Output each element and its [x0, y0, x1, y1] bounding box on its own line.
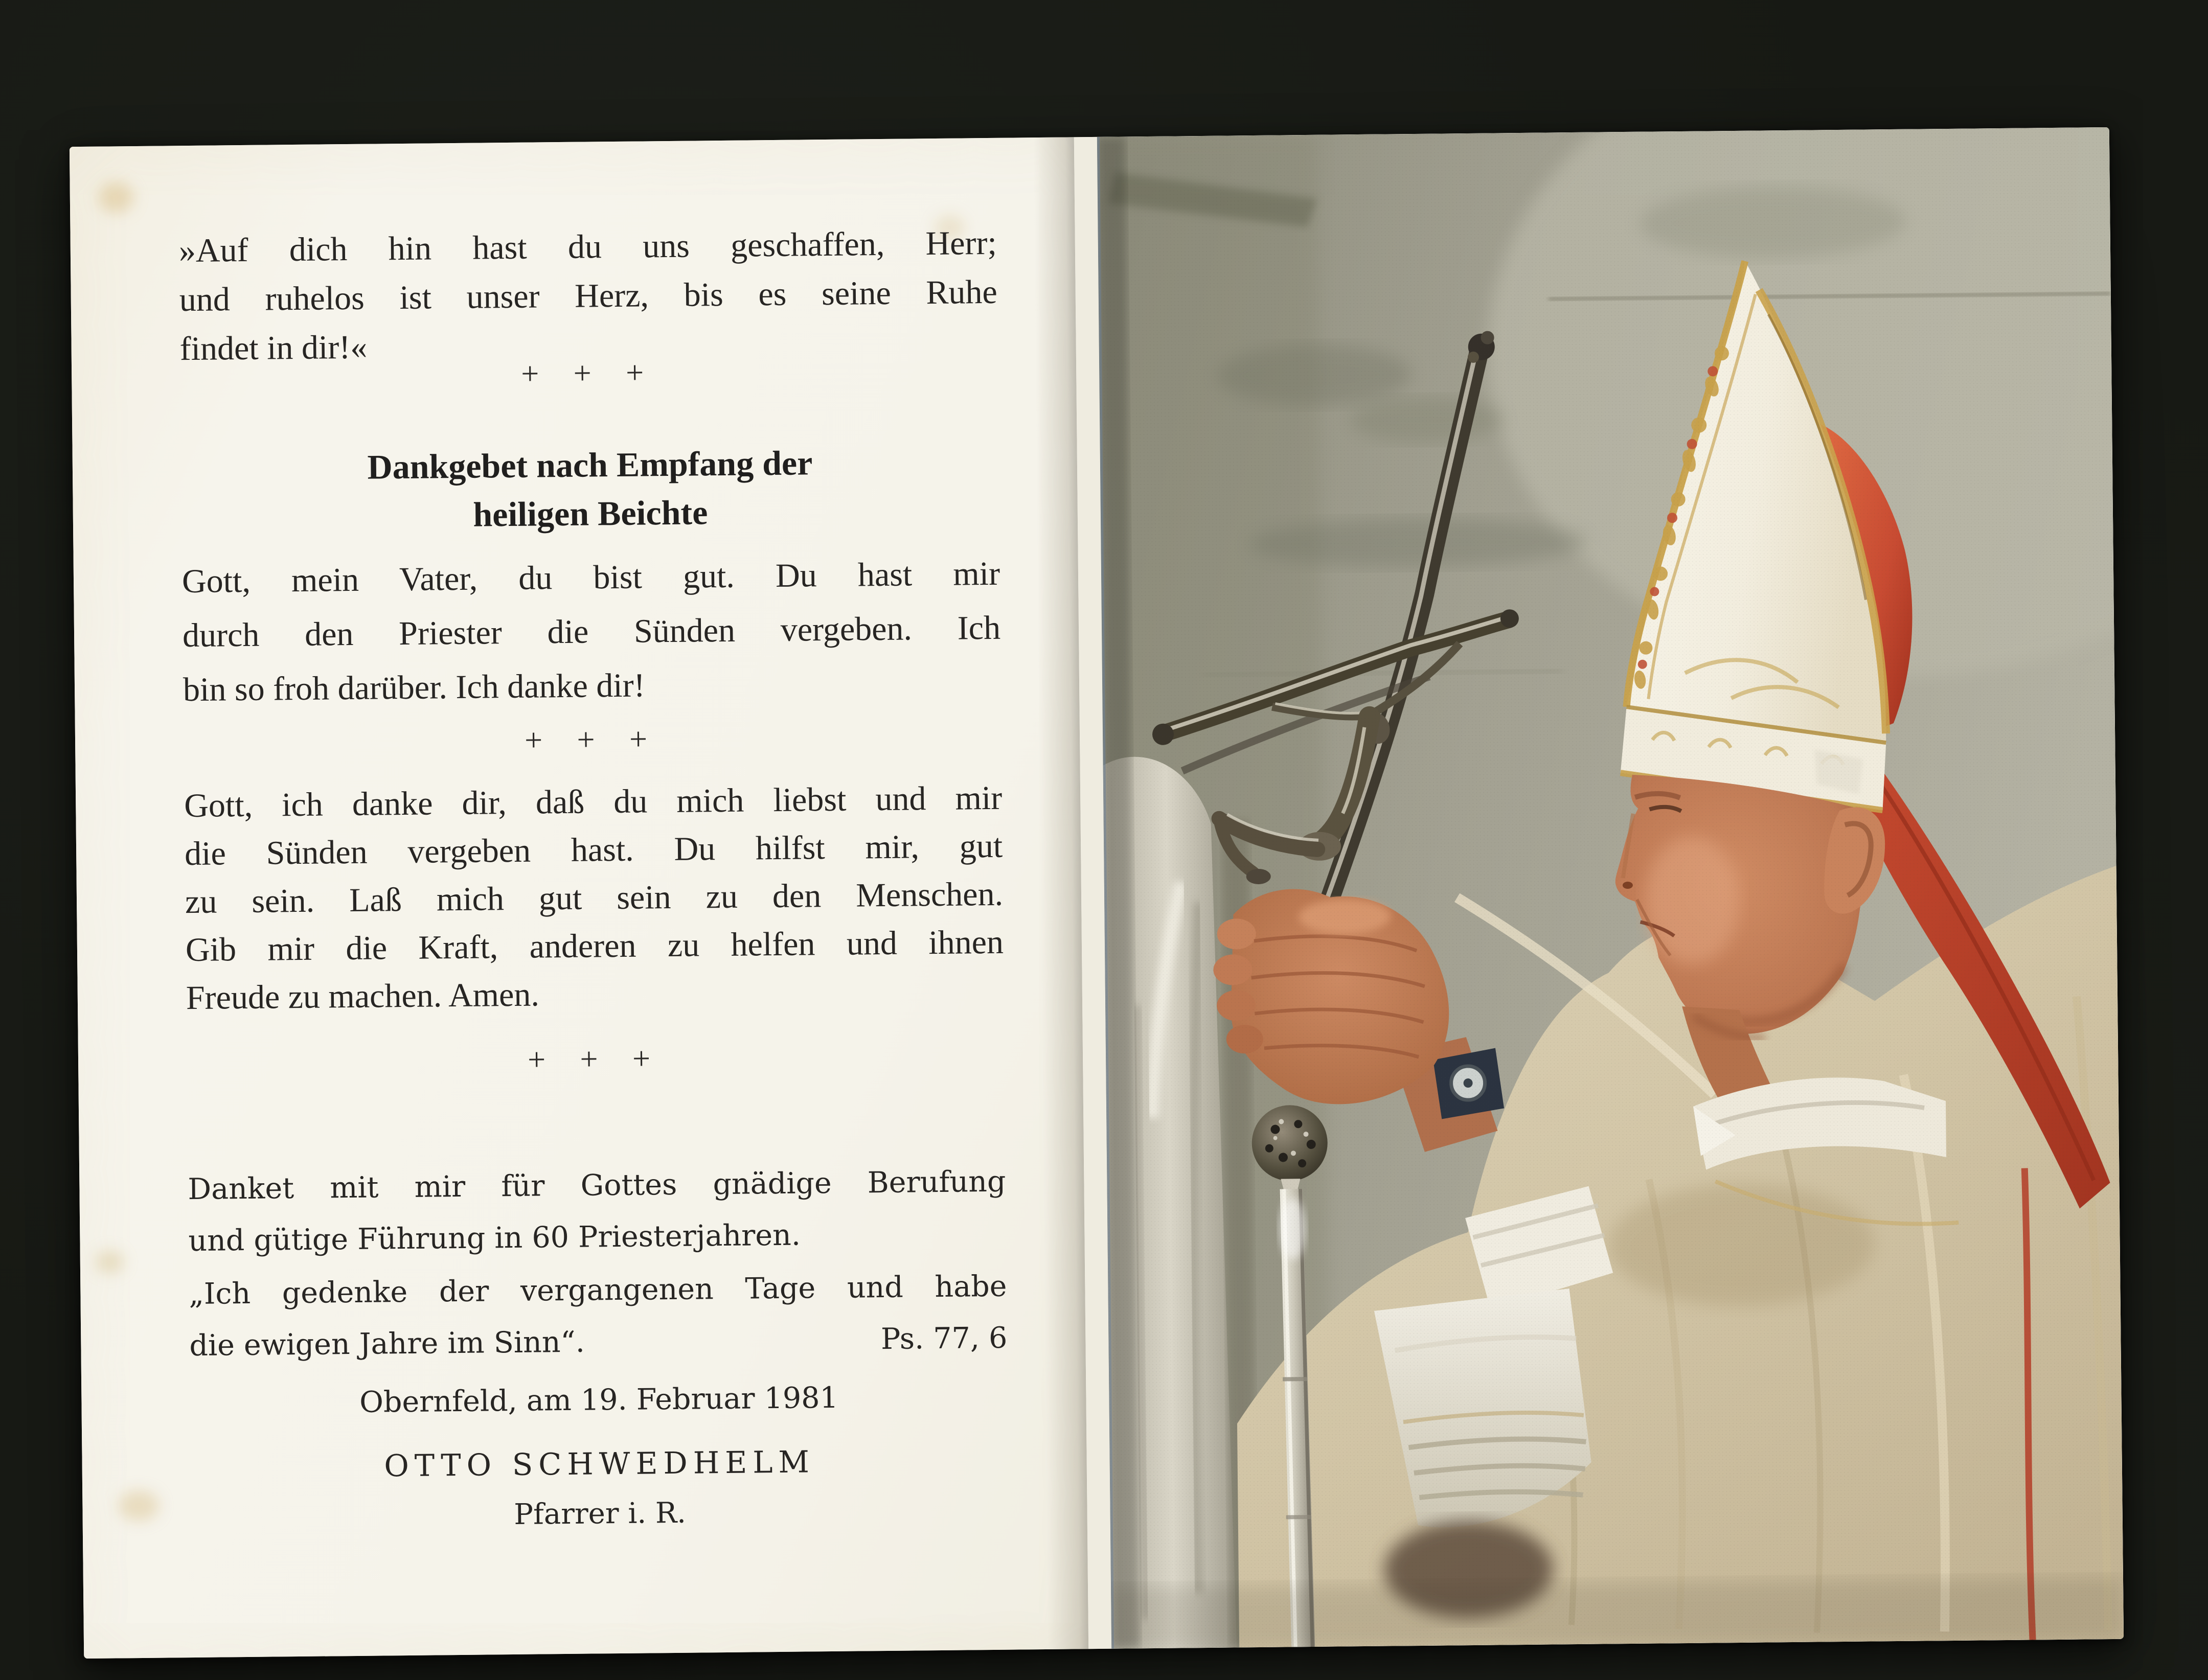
quote-line: »Auf dich hin hast du uns geschaffen, Herr;: [178, 224, 997, 270]
dedication-line: Danket mit mir für Gottes gnädige Berufung: [188, 1164, 1006, 1207]
bottom-vignette: [1111, 1578, 2124, 1649]
signature-name: OTTO SCHWEDHELM: [384, 1444, 815, 1484]
dateline: Obernfeld, am 19. Februar 1981: [359, 1380, 839, 1419]
halftone-texture: [1097, 127, 2124, 1649]
prayer-line: durch den Priester die Sünden vergeben. Ich: [182, 609, 1001, 655]
pope-photo: [1097, 127, 2124, 1649]
paper-stain: [98, 182, 134, 213]
psalm-reference: Ps. 77, 6: [880, 1321, 1008, 1356]
photo-page: [1074, 127, 2124, 1649]
signature-role: Pfarrer i. R.: [514, 1496, 687, 1531]
prayer-line: Gib mir die Kraft, anderen zu helfen und ihnen: [185, 923, 1004, 969]
page-title: [181, 437, 1000, 542]
prayer-line: Gott, ich danke dir, daß du mich liebst und mir: [184, 779, 1003, 825]
page-title-line: heiligen Beichte: [473, 493, 708, 534]
prayer-line: zu sein. Laß mich gut sein zu den Menschen.: [185, 875, 1004, 921]
psalm-line: die ewigen Jahre im Sinn“.: [189, 1325, 585, 1363]
prayer-thanks-paragraph: [182, 547, 1001, 717]
dedication-line: und gütige Führung in 60 Priesterjahren.: [188, 1218, 801, 1258]
prayer-line: bin so froh darüber. Ich danke dir!: [183, 666, 645, 709]
prayer-text-page: [70, 137, 1088, 1659]
cross-separator: + + +: [524, 722, 661, 758]
prayer-love-paragraph: [184, 774, 1004, 1022]
prayer-line: Freude zu machen. Amen.: [186, 976, 540, 1017]
prayer-line: Gott, mein Vater, du bist gut. Du hast mir: [181, 555, 1000, 601]
cross-separator: + + +: [527, 1041, 664, 1077]
opening-quote: [178, 219, 998, 374]
psalm-paragraph: [189, 1261, 1008, 1372]
prayer-line: die Sünden vergeben hast. Du hilfst mir, gut: [184, 827, 1003, 873]
psalm-line: „Ich gedenke der vergangenen Tage und habe: [189, 1269, 1007, 1311]
prayer-card: [70, 127, 2124, 1659]
dedication-paragraph: [188, 1156, 1007, 1267]
quote-line: und ruhelos ist unser Herz, bis es seine Ruhe: [179, 273, 998, 319]
quote-line: findet in dir!«: [179, 328, 368, 368]
paper-stain: [96, 1250, 124, 1274]
page-title-line: Dankgebet nach Empfang der: [367, 443, 813, 487]
cross-separator: + + +: [520, 355, 657, 392]
paper-stain: [118, 1490, 160, 1522]
